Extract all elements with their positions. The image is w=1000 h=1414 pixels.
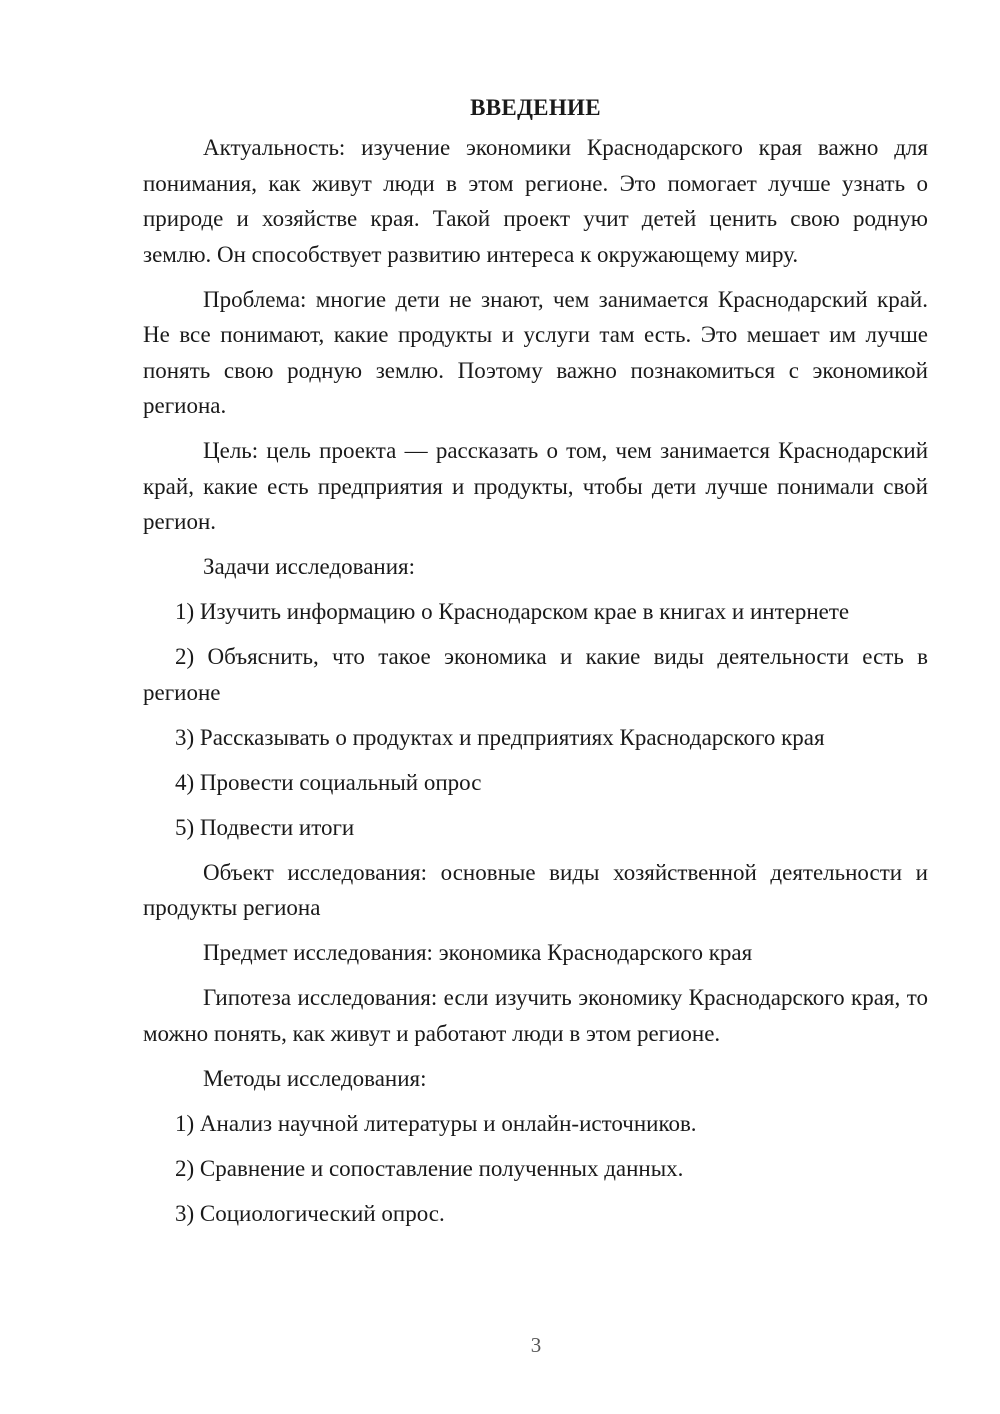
task-item: 4) Провести социальный опрос [175,769,482,795]
hypothesis-paragraph: Гипотеза исследования: если изучить экономику Краснодарского края, то можно понять, как живут и работают люди в этом регионе. [143,985,928,1046]
method-item: 3) Социологический опрос. [175,1200,445,1226]
task-item: 3) Рассказывать о продуктах и предприятиях Краснодарского края [175,724,825,750]
task-item: 5) Подвести итоги [175,814,355,840]
subject-paragraph: Предмет исследования: экономика Краснодарского края [203,940,753,965]
task-item: 2) Объяснить, что такое экономика и какие виды деятельности есть в регионе [143,644,928,705]
methods-heading: Методы исследования: [203,1065,427,1091]
method-item: 1) Анализ научной литературы и онлайн-источников. [175,1110,697,1136]
problem-paragraph: Проблема: многие дети не знают, чем занимается Краснодарский край. Не все понимают, какие продукты и услуги там есть. Это мешает им лучше понять свою родную землю. Поэтому важно познакомиться с экономикой региона. [143,286,928,418]
relevance-paragraph: Актуальность: изучение экономики Краснодарского края важно для понимания, как живут люди в этом регионе. Это помогает лучше узнать о природе и хозяйстве края. Такой проект учит детей ценить свою родную землю. Он способствует развитию интереса к окружающему миру. [143,135,928,267]
goal-paragraph: Цель: цель проекта — рассказать о том, чем занимается Краснодарский край, какие есть предприятия и продукты, чтобы дети лучше понимали свой регион. [143,438,928,534]
tasks-heading: Задачи исследования: [203,554,416,579]
section-title: ВВЕДЕНИЕ [470,95,601,120]
page-content [143,90,928,1241]
task-item: 1) Изучить информацию о Краснодарском крае в книгах и интернете [175,599,850,624]
object-paragraph: Объект исследования: основные виды хозяйственной деятельности и продукты региона [143,859,928,920]
method-item: 2) Сравнение и сопоставление полученных данных. [175,1155,684,1181]
page-number: 3 [530,1333,542,1357]
